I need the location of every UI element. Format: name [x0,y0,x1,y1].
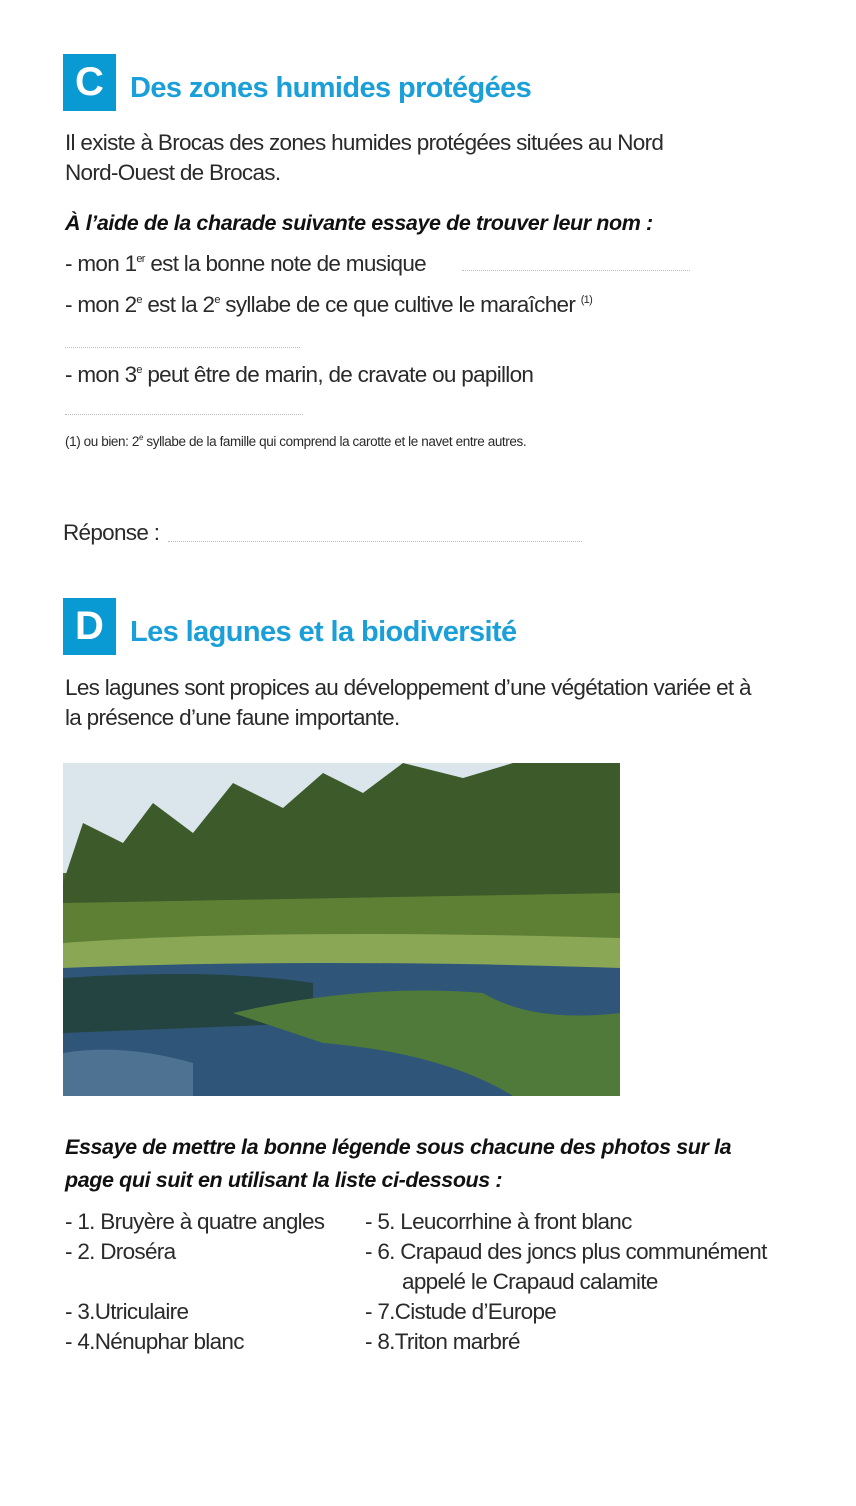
lagoon-photo [63,763,620,1096]
section-d-intro-2: la présence d’une faune importante. [65,705,400,730]
list-item: - 4.Nénuphar blanc [65,1329,244,1354]
clue-1: - mon 1er est la bonne note de musique [65,251,426,276]
lagoon-photo-illustration [63,763,620,1096]
clue-3: - mon 3e peut être de marin, de cravate ou papillon [65,362,534,387]
answer-line-1[interactable] [462,270,690,271]
list-item: - 6. Crapaud des joncs plus communément [365,1239,767,1264]
answer-line[interactable] [168,541,582,542]
answer-line-3[interactable] [65,414,303,415]
section-d-instruction-1: Essaye de mettre la bonne légende sous chacune des photos sur la [65,1135,732,1159]
section-c-instruction: À l’aide de la charade suivante essaye de trouver leur nom : [65,211,653,235]
list-item: - 5. Leucorrhine à front blanc [365,1209,632,1234]
section-d-instruction-2: page qui suit en utilisant la liste ci-dessous : [65,1168,503,1192]
section-d-intro-1: Les lagunes sont propices au développement d’une végétation variée et à [65,675,751,700]
section-d-badge: D [63,598,116,655]
list-item: - 2. Droséra [65,1239,176,1264]
footnote: (1) ou bien: 2e syllabe de la famille qui comprend la carotte et le navet entre autres. [65,433,527,449]
section-c-intro-1: Il existe à Brocas des zones humides protégées situées au Nord [65,130,664,155]
list-item: - 3.Utriculaire [65,1299,189,1324]
list-item: - 8.Triton marbré [365,1329,520,1354]
section-d-title: Les lagunes et la biodiversité [130,616,517,648]
section-c-badge: C [63,54,116,111]
answer-line-2[interactable] [65,347,300,348]
section-c-title: Des zones humides protégées [130,72,532,104]
list-item: - 1. Bruyère à quatre angles [65,1209,325,1234]
list-item: - 7.Cistude d’Europe [365,1299,557,1324]
section-c-intro-2: Nord-Ouest de Brocas. [65,160,281,185]
clue-2: - mon 2e est la 2e syllabe de ce que cultive le maraîcher $^{(1)}$ [65,292,593,317]
list-item-continuation: appelé le Crapaud calamite [402,1269,658,1294]
answer-label: Réponse : [63,520,160,545]
